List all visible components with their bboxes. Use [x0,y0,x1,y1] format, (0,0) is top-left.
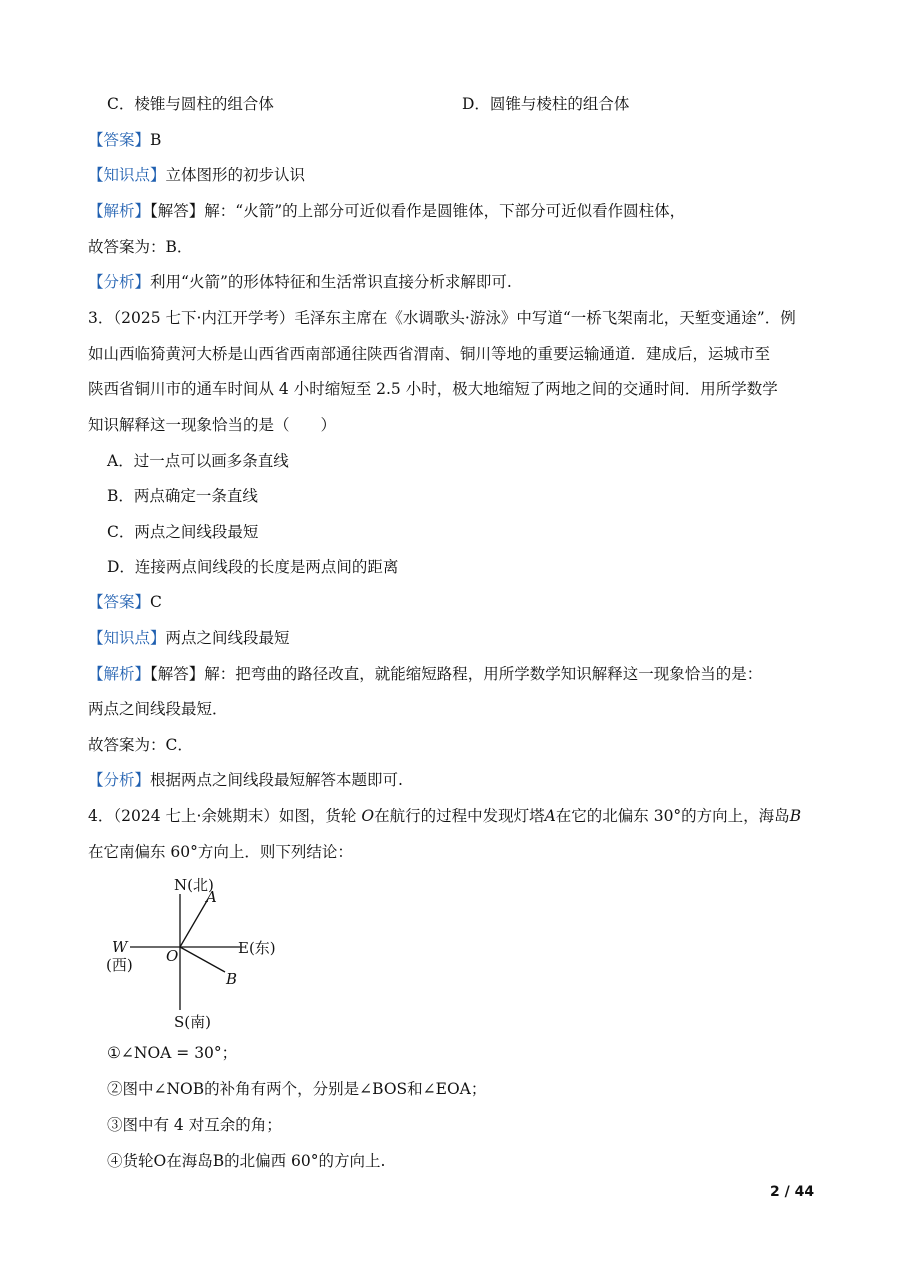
q2-analysis-line [88,271,512,293]
q2-answer-line [88,129,161,151]
ray-ob [180,947,225,972]
q4-stem-1e: 在它的北偏东 30°的方向上，海岛 [555,807,790,825]
solution-text: 解：把弯曲的路径改直，就能缩短路程，用所学数学知识解释这一现象恰当的是： [204,665,763,683]
q3-option-d: D．连接两点间线段的长度是两点间的距离 [107,558,399,576]
q4-var-a: A [544,807,556,825]
knowledge-value: 立体图形的初步认识 [165,166,306,184]
label-w: W [112,938,128,956]
q3-conclusion: 故答案为：C． [88,736,193,754]
q3-option-a: A．过一点可以画多条直线 [107,452,289,470]
q3-option-c: C．两点之间线段最短 [107,523,259,541]
q3-stem-4: 知识解释这一现象恰当的是（ ） [88,416,337,434]
q3-solution-line-2: 两点之间线段最短． [88,700,228,718]
q3-solution-line [88,663,762,685]
fenxi-text: 根据两点之间线段最短解答本题即可. [150,771,403,789]
label-e: E(东) [238,939,276,957]
q4-stem-1c: 在航行的过程中发现灯塔 [374,807,545,825]
solution-tag: 【解答】 [150,665,205,683]
solution-text: 解：“火箭”的上部分可近似看作是圆锥体，下部分可近似看作圆柱体， [204,202,686,220]
analysis-tag: 【解析】 [88,665,151,683]
q3-answer-line [88,591,162,613]
label-s: S(南) [174,1013,211,1031]
compass-diagram [100,872,300,1032]
knowledge-value: 两点之间线段最短 [165,629,290,647]
answer-tag: 【答案】 [88,593,151,611]
q2-option-c: C．棱锥与圆柱的组合体 [107,95,274,113]
label-w-cn: (西) [106,956,133,974]
q3-stem-2: 如山西临猗黄河大桥是山西省西南部通往陕西省渭南、铜川等地的重要运输通道．建成后，运城市至 [88,345,771,363]
q4-conclusion-4: ④货轮O在海岛B的北偏西 60°的方向上. [107,1152,386,1170]
fenxi-tag: 【分析】 [88,771,151,789]
answer-tag: 【答案】 [88,131,151,149]
answer-value: C [150,593,162,611]
answer-value: B [150,131,162,149]
q4-conclusion-2: ②图中∠NOB的补角有两个，分别是∠BOS和∠EOA； [107,1080,487,1098]
analysis-tag: 【解析】 [88,202,151,220]
q4-conclusion-3: ③图中有 4 对互余的角； [107,1116,282,1134]
fenxi-text: 利用“火箭”的形体特征和生活常识直接分析求解即可. [150,273,512,291]
q4-stem-1 [88,805,801,827]
q4-conclusion-1: ①∠NOA = 30°； [107,1044,238,1062]
fenxi-tag: 【分析】 [88,273,151,291]
q4-stem-2: 在它南偏东 60°方向上．则下列结论： [88,843,353,861]
q2-conclusion: 故答案为：B． [88,238,193,256]
knowledge-tag: 【知识点】 [88,629,166,647]
ray-oa [180,899,208,947]
q4-var-o: O [361,807,375,825]
q3-option-b: B．两点确定一条直线 [107,487,258,505]
q3-stem-3: 陕西省铜川市的通车时间从 4 小时缩短至 2.5 小时，极大地缩短了两地之间的交通时间．用所学数学 [88,380,778,398]
label-a: A [206,888,217,906]
q4-var-b: B [789,807,802,825]
label-o: O [166,947,179,965]
q3-stem-1: 3．（2025 七下·内江开学考）毛泽东主席在《水调歌头·游泳》中写道“一桥飞架南北，天堑变通途”．例 [88,309,796,327]
label-n: N(北) [174,876,214,894]
q3-analysis-line [88,769,403,791]
q2-solution-line [88,200,685,222]
q4-stem-1a: 4．（2024 七上·余姚期末）如图，货轮 [88,807,362,825]
page-number: 2 / 44 [770,1184,815,1200]
label-b: B [226,970,238,988]
q3-knowledge-line [88,627,290,649]
q2-knowledge-line [88,164,305,186]
solution-tag: 【解答】 [150,202,205,220]
q2-option-d: D．圆锥与棱柱的组合体 [462,95,630,113]
knowledge-tag: 【知识点】 [88,166,166,184]
